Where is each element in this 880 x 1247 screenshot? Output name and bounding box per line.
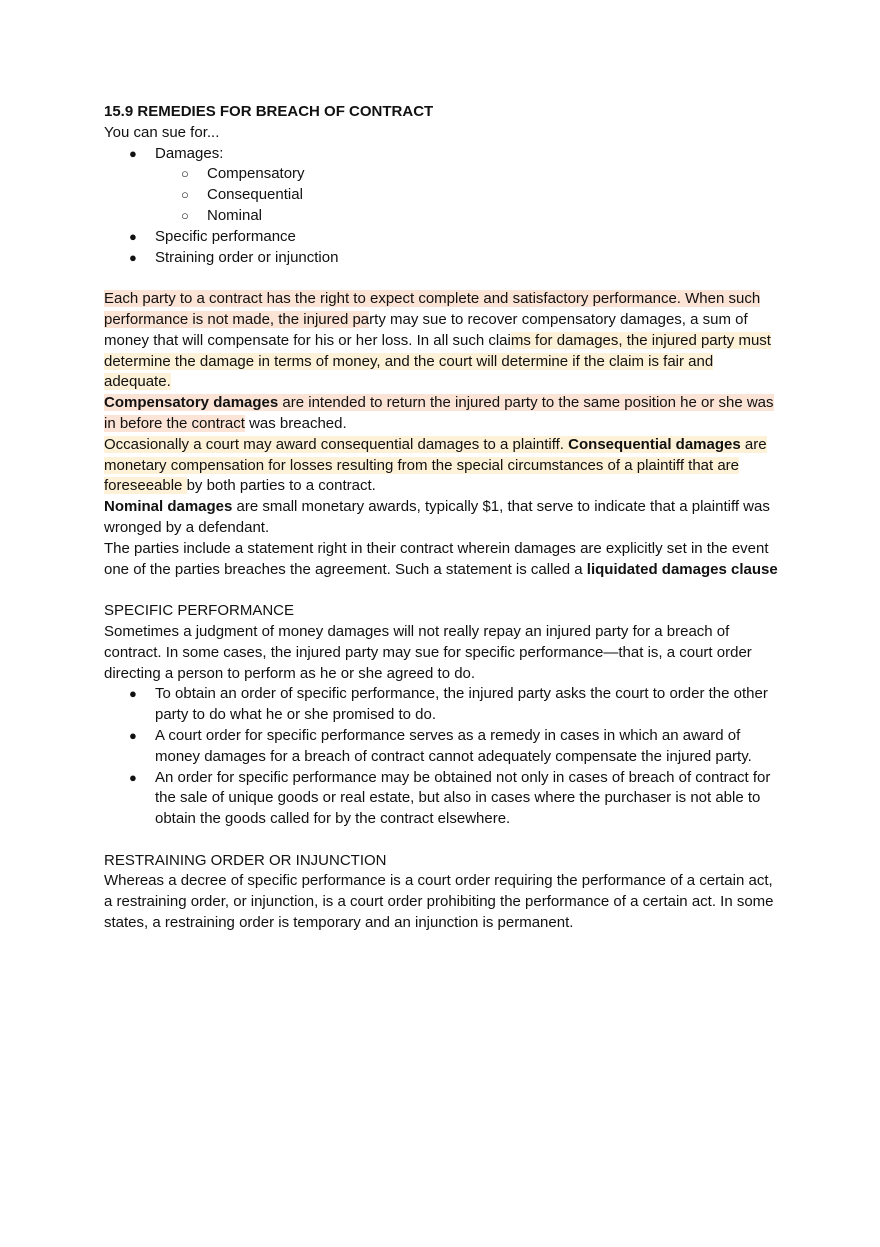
specific-body: Sometimes a judgment of money damages will not really repay an injured party for a breach of contract. In some cases, the injured party may sue for specific performance—that is, a court order directing a person to perform as he or she agreed to do. xyxy=(104,622,752,682)
list-item: ● An order for specific performance may be obtained not only in cases of breach of contract for the sale of unique goods or real estate, but also in cases where the purchaser is not able to obtain the goods called for by the contract elsewhere. xyxy=(104,768,784,830)
specific-list xyxy=(104,684,784,830)
term-compensatory: Compensatory damages xyxy=(104,394,279,412)
consequential-paragraph xyxy=(104,435,784,497)
intro-text: You can sue for... xyxy=(104,123,220,141)
term-nominal: Nominal damages xyxy=(104,498,233,516)
highlight-text: Occasionally a court may award consequential damages to a plaintiff. xyxy=(104,435,569,453)
sublist-item: ○ Nominal xyxy=(104,206,784,227)
section-heading-restraining: RESTRAINING ORDER OR INJUNCTION xyxy=(104,851,387,869)
highlight-span xyxy=(104,394,774,432)
list-item: ● A court order for specific performance serves as a remedy in cases in which an award of money damages for a breach of contract cannot adequately compensate the injured party. xyxy=(104,726,784,768)
liquidated-paragraph xyxy=(104,539,784,581)
list-item-specific-performance: ● Specific performance xyxy=(104,227,784,248)
restraining-body: Whereas a decree of specific performance is a court order requiring the performance of a certain act, a restraining order, or injunction, is a court order prohibiting the performance of a certain act. In some states, a restraining order is temporary and an injunction is permanent. xyxy=(104,872,774,932)
highlight-span: ms for damages, the injured party must determine the damage in terms of money, and the court will determine if the claim is fair and adequate. xyxy=(104,331,771,391)
document-content xyxy=(104,102,784,934)
section-heading-specific: SPECIFIC PERFORMANCE xyxy=(104,602,295,620)
sublist-item: ○ Consequential xyxy=(104,185,784,206)
list-item-damages: ● Damages: xyxy=(104,144,784,165)
highlight-text: are monetary compensation for losses resulting from the special circumstances of a plaintiff that are foreseeable xyxy=(104,435,767,495)
sublist-item: ○ Compensatory xyxy=(104,164,784,185)
highlight-span: Each party to a contract has the right to expect complete and satisfactory performance. When such performance is not made, the injured pa xyxy=(104,290,761,328)
nominal-paragraph xyxy=(104,497,784,539)
list-item-straining-order: ● Straining order or injunction xyxy=(104,248,784,269)
term-liquidated: liquidated damages clause xyxy=(586,560,778,578)
page-title: 15.9 REMEDIES FOR BREACH OF CONTRACT xyxy=(104,103,434,120)
remedies-list xyxy=(104,144,784,269)
plain-span: was breached. xyxy=(244,414,347,432)
term-consequential: Consequential damages xyxy=(568,435,741,453)
compensatory-paragraph xyxy=(104,393,784,435)
plain-span: rty may sue to recover compensatory damages, a sum of money that will compensate for his or her loss. In all such clai xyxy=(104,310,748,349)
plain-span: The parties include a statement right in their contract wherein damages are explicitly set in the event one of the parties breaches the agreement. Such a statement is called a xyxy=(104,539,769,578)
performance-paragraph xyxy=(104,289,784,393)
list-item: ● To obtain an order of specific performance, the injured party asks the court to order the other party to do what he or she promised to do. xyxy=(104,684,784,726)
highlight-text: are intended to return the injured party to the same position he or she was in before the contract xyxy=(104,394,774,432)
plain-span: by both parties to a contract. xyxy=(186,477,376,495)
plain-span: are small monetary awards, typically $1, that serve to indicate that a plaintiff was wronged by a defendant. xyxy=(104,498,770,536)
